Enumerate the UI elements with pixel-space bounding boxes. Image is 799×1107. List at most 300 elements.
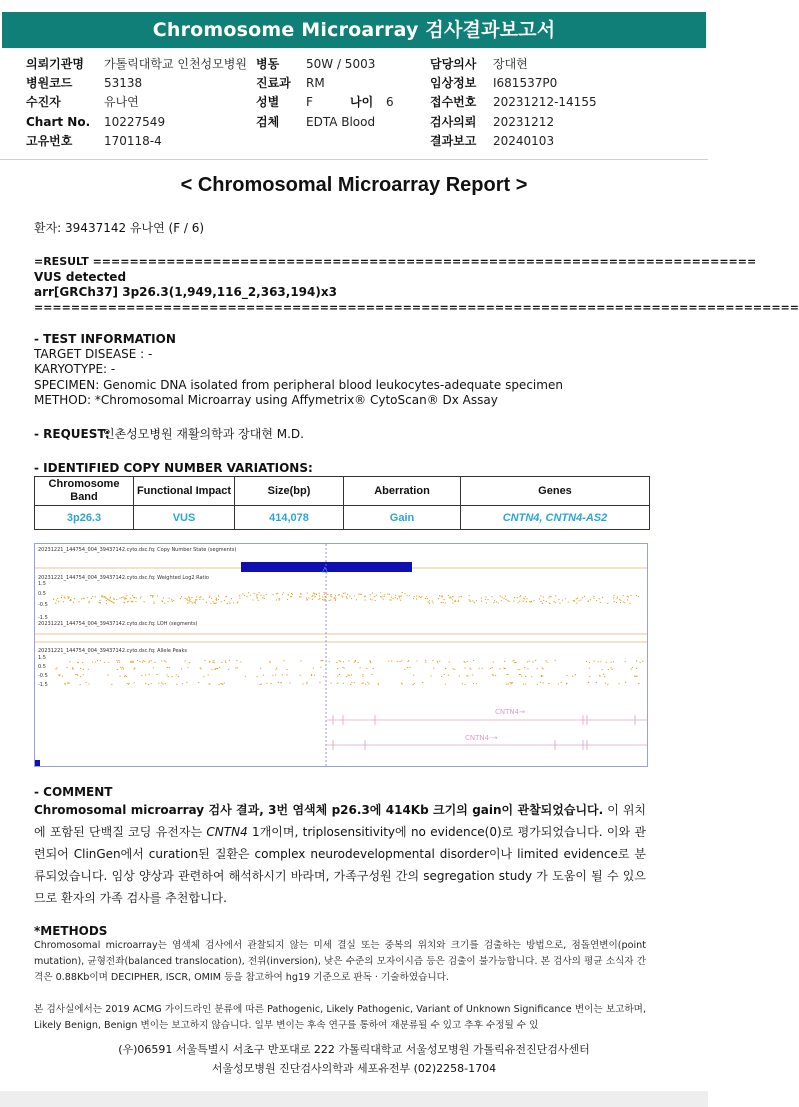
allele-probe: [222, 684, 223, 685]
log2-probe: [459, 596, 460, 597]
log2-probe: [539, 598, 540, 599]
log2-probe: [239, 595, 240, 596]
field-label-ward: 병동: [256, 57, 280, 71]
log2-probe: [292, 594, 293, 595]
log2-probe: [106, 603, 107, 604]
allele-probe: [437, 662, 438, 663]
log2-probe: [318, 599, 319, 600]
allele-probe: [186, 682, 187, 683]
allele-probe: [355, 660, 356, 661]
log2-probe: [206, 602, 207, 603]
allele-probe: [523, 684, 524, 685]
log2-probe: [469, 599, 470, 600]
allele-probe: [510, 682, 511, 683]
log2-probe: [225, 596, 226, 597]
allele-probe: [77, 675, 78, 676]
log2-probe: [164, 603, 165, 604]
log2-probe: [374, 596, 375, 597]
log2-probe: [266, 594, 267, 595]
log2-probe: [400, 600, 401, 601]
allele-probe: [598, 661, 599, 662]
log2-probe: [257, 598, 258, 599]
col-chromosome-band: Chromosome Band: [35, 477, 134, 506]
log2-probe: [428, 602, 429, 603]
allele-probe: [448, 675, 449, 676]
allele-probe: [211, 669, 212, 670]
log2-probe: [254, 593, 255, 594]
segment-marker: △: [321, 565, 329, 574]
allele-probe: [107, 675, 108, 676]
allele-probe: [116, 660, 117, 661]
log2-probe: [73, 602, 74, 603]
allele-probe: [636, 660, 637, 661]
allele-probe: [221, 662, 222, 663]
allele-probe: [566, 675, 567, 676]
allele-probe: [397, 661, 398, 662]
log2-probe: [276, 593, 277, 594]
log2-probe: [322, 596, 323, 597]
log2-probe: [91, 598, 92, 599]
cnv-table-header: [35, 477, 650, 506]
log2-probe: [562, 600, 563, 601]
comment-gene: CNTN4: [206, 825, 248, 839]
log2-probe: [168, 601, 169, 602]
log2-probe: [124, 598, 125, 599]
log2-probe: [485, 596, 486, 597]
allele-probe: [625, 661, 626, 662]
allele-probe: [524, 667, 525, 668]
log2-probe: [370, 599, 371, 600]
allele-probe: [608, 669, 609, 670]
result-iscn: arr[GRCh37] 3p26.3(1,949,116_2,363,194)x3: [34, 285, 337, 299]
allele-probe: [88, 669, 89, 670]
log2-probe: [191, 597, 192, 598]
allele-probe: [120, 667, 121, 668]
log2-probe: [87, 597, 88, 598]
col-functional-impact: Functional Impact: [134, 477, 235, 506]
allele-probe: [172, 676, 173, 677]
log2-probe: [549, 596, 550, 597]
log2-probe: [250, 595, 251, 596]
log2-probe: [330, 596, 331, 597]
log2-probe: [56, 600, 57, 601]
log2-probe: [326, 593, 327, 594]
log2-probe: [496, 601, 497, 602]
log2-probe: [256, 595, 257, 596]
log2-probe: [169, 598, 170, 599]
allele-probe: [520, 674, 521, 675]
allele-probe: [445, 684, 446, 685]
log2-probe: [213, 603, 214, 604]
allele-probe: [272, 675, 273, 676]
allele-probe: [432, 660, 433, 661]
allele-probe: [370, 662, 371, 663]
track-label-loh: 20231221_144754_004_39437142.cyto.dsc.fq: LOH (segments): [38, 621, 198, 627]
log2-probe: [257, 594, 258, 595]
allele-probe: [347, 674, 348, 675]
log2-probe: [543, 596, 544, 597]
corner-marker: [35, 760, 40, 766]
allele-probe: [535, 660, 536, 661]
allele-probe: [83, 669, 84, 670]
log2-probe: [525, 596, 526, 597]
allele-probe: [470, 669, 471, 670]
allele-probe: [465, 662, 466, 663]
log2-probe: [445, 602, 446, 603]
log2-probe: [599, 598, 600, 599]
allele-probe: [476, 683, 477, 684]
allele-probe: [108, 662, 109, 663]
log2-probe: [517, 597, 518, 598]
allele-probe: [638, 683, 639, 684]
allele-probe: [636, 668, 637, 669]
allele-probe: [600, 661, 601, 662]
log2-probe: [112, 601, 113, 602]
allele-probe: [185, 660, 186, 661]
allele-probe: [632, 667, 633, 668]
log2-probe: [502, 597, 503, 598]
allele-probe: [351, 682, 352, 683]
allele-probe: [129, 683, 130, 684]
log2-probe: [616, 602, 617, 603]
log2-probe: [101, 596, 102, 597]
allele-probe: [167, 667, 168, 668]
log2-probe: [162, 601, 163, 602]
log2-probe: [501, 600, 502, 601]
log2-probe: [458, 600, 459, 601]
allele-probe: [125, 675, 126, 676]
log2-probe: [345, 592, 346, 593]
allele-probe: [286, 675, 287, 676]
log2-probe: [325, 596, 326, 597]
log2-probe: [370, 594, 371, 595]
log2-probe: [494, 600, 495, 601]
allele-probe: [118, 660, 119, 661]
log2-probe: [613, 597, 614, 598]
log2-probe: [211, 598, 212, 599]
log2-probe: [282, 594, 283, 595]
log2-probe: [551, 596, 552, 597]
log2-probe: [287, 599, 288, 600]
log2-probe: [558, 599, 559, 600]
log2-probe: [144, 601, 145, 602]
allele-probe: [212, 662, 213, 663]
allele-probe: [493, 675, 494, 676]
allele-probe: [589, 676, 590, 677]
log2-probe: [542, 603, 543, 604]
log2-probe: [365, 600, 366, 601]
log2-probe: [248, 592, 249, 593]
allele-probe: [145, 675, 146, 676]
log2-probe: [53, 599, 54, 600]
allele-probe: [143, 660, 144, 661]
log2-probe: [540, 601, 541, 602]
log2-probe: [229, 603, 230, 604]
allele-probe: [369, 660, 370, 661]
log2-probe: [324, 594, 325, 595]
log2-probe: [623, 595, 624, 596]
allele-probe: [209, 661, 210, 662]
log2-probe: [181, 596, 182, 597]
allele-probe: [225, 662, 226, 663]
log2-probe: [150, 595, 151, 596]
allele-tick: 0.5: [38, 664, 46, 670]
log2-probe: [81, 598, 82, 599]
allele-probe: [378, 684, 379, 685]
log2-probe: [194, 602, 195, 603]
log2-probe: [55, 603, 56, 604]
log2-probe: [617, 597, 618, 598]
result-footer: ===================================================================================: [34, 301, 799, 314]
allele-probe: [517, 669, 518, 670]
log2-probe: [95, 596, 96, 597]
log2-probe: [237, 602, 238, 603]
log2-probe: [231, 598, 232, 599]
cell-genes: CNTN4, CNTN4-AS2: [461, 506, 650, 530]
methods-heading: *METHODS: [34, 924, 108, 938]
log2-probe: [106, 600, 107, 601]
allele-probe: [611, 662, 612, 663]
log2-probe: [389, 594, 390, 595]
log2-probe: [99, 600, 100, 601]
allele-probe: [189, 662, 190, 663]
log2-probe: [614, 595, 615, 596]
field-label-department: 진료과: [256, 76, 291, 90]
allele-probe: [283, 660, 284, 661]
log2-probe: [620, 602, 621, 603]
allele-probe: [490, 668, 491, 669]
allele-probe: [452, 668, 453, 669]
log2-probe: [351, 598, 352, 599]
allele-probe: [365, 684, 366, 685]
allele-probe: [214, 662, 215, 663]
allele-probe: [589, 662, 590, 663]
gene-label-cntn4: CNTN4→: [495, 708, 525, 716]
allele-probe: [82, 662, 83, 663]
allele-probe: [431, 675, 432, 676]
allele-probe: [176, 684, 177, 685]
log2-probe: [460, 596, 461, 597]
allele-probe: [123, 668, 124, 669]
allele-probe: [561, 682, 562, 683]
field-value-age: 6: [386, 95, 394, 109]
log2-probe: [526, 601, 527, 602]
log2-probe: [131, 601, 132, 602]
allele-probe: [586, 661, 587, 662]
log2-probe: [279, 598, 280, 599]
allele-probe: [142, 662, 143, 663]
log2-axis: [38, 581, 48, 621]
log2-probe: [488, 599, 489, 600]
allele-probe: [401, 683, 402, 684]
log2-probe: [356, 599, 357, 600]
allele-probe: [89, 683, 90, 684]
allele-probe: [269, 662, 270, 663]
allele-probe: [348, 660, 349, 661]
allele-probe: [236, 660, 237, 661]
log2-probe: [520, 595, 521, 596]
log2-probe: [68, 598, 69, 599]
allele-probe: [164, 660, 165, 661]
log2-probe: [173, 600, 174, 601]
log2-probe: [401, 595, 402, 596]
log2-probe: [331, 596, 332, 597]
allele-probe: [168, 676, 169, 677]
allele-probe: [464, 661, 465, 662]
log2-probe: [574, 600, 575, 601]
allele-probe: [260, 668, 261, 669]
log2-tick: -1.5: [38, 615, 48, 621]
log2-probe: [391, 600, 392, 601]
log2-probe: [192, 602, 193, 603]
field-label-accession-no: 접수번호: [430, 95, 477, 109]
log2-probe: [523, 601, 524, 602]
allele-probe: [281, 682, 282, 683]
log2-probe: [216, 599, 217, 600]
field-label-clinical-info: 임상정보: [430, 76, 477, 90]
allele-probe: [260, 684, 261, 685]
log2-probe: [361, 594, 362, 595]
allele-probe: [350, 684, 351, 685]
log2-probe: [307, 593, 308, 594]
allele-probe: [127, 683, 128, 684]
allele-probe: [165, 683, 166, 684]
footer-address: (우)06591 서울특별시 서초구 반포대로 222 가톨릭대학교 서울성모병원 가톨릭유전진단검사센터: [118, 1043, 590, 1056]
allele-probe: [149, 674, 150, 675]
allele-probe: [547, 662, 548, 663]
log2-probe: [140, 598, 141, 599]
log2-probe: [420, 597, 421, 598]
log2-probe: [124, 602, 125, 603]
comment-body: [34, 799, 646, 909]
field-value-sex: F: [306, 95, 313, 109]
log2-probe: [381, 597, 382, 598]
log2-probe: [413, 598, 414, 599]
log2-probe: [203, 599, 204, 600]
allele-probe: [472, 674, 473, 675]
allele-probe: [339, 660, 340, 661]
log2-probe: [620, 600, 621, 601]
allele-probe: [237, 667, 238, 668]
col-size: Size(bp): [235, 477, 344, 506]
log2-probe: [631, 595, 632, 596]
log2-probe: [518, 602, 519, 603]
log2-probe: [153, 601, 154, 602]
log2-probe: [429, 600, 430, 601]
log2-probe: [505, 596, 506, 597]
allele-probe: [492, 667, 493, 668]
allele-probe: [311, 674, 312, 675]
log2-probe: [630, 603, 631, 604]
field-value-report-date: 20240103: [493, 134, 555, 148]
log2-probe: [100, 602, 101, 603]
log2-probe: [200, 596, 201, 597]
log2-probe: [627, 596, 628, 597]
log2-probe: [99, 602, 100, 603]
allele-probe: [137, 660, 138, 661]
allele-probe: [606, 662, 607, 663]
allele-probe: [165, 661, 166, 662]
allele-probe: [558, 684, 559, 685]
log2-probe: [116, 599, 117, 600]
log2-probe: [70, 600, 71, 601]
log2-probe: [130, 598, 131, 599]
allele-probe: [126, 676, 127, 677]
allele-probe: [219, 667, 220, 668]
cnv-heading: - IDENTIFIED COPY NUMBER VARIATIONS:: [34, 461, 313, 475]
log2-probe: [507, 600, 508, 601]
allele-probe: [532, 662, 533, 663]
allele-probe: [631, 669, 632, 670]
allele-probe: [362, 683, 363, 684]
log2-probe: [64, 597, 65, 598]
allele-probe: [542, 676, 543, 677]
log2-probe: [210, 603, 211, 604]
comment-p1: 이 위치에 포함된 단백질 코딩 유전자는: [34, 803, 647, 839]
log2-probe: [391, 597, 392, 598]
log2-probe: [380, 596, 381, 597]
log2-probe: [306, 599, 307, 600]
allele-probe: [602, 669, 603, 670]
log2-probe: [358, 594, 359, 595]
log2-probe: [426, 596, 427, 597]
allele-probe: [302, 684, 303, 685]
log2-probe: [329, 600, 330, 601]
allele-probe: [467, 661, 468, 662]
allele-probe: [439, 661, 440, 662]
log2-probe: [409, 595, 410, 596]
allele-probe: [221, 683, 222, 684]
allele-probe: [588, 682, 589, 683]
allele-probe: [104, 662, 105, 663]
allele-probe: [306, 683, 307, 684]
log2-probe: [83, 598, 84, 599]
allele-probe: [219, 684, 220, 685]
log2-probe: [319, 593, 320, 594]
field-value-hospital-code: 53138: [104, 76, 143, 90]
allele-probe: [449, 661, 450, 662]
allele-probe: [422, 682, 423, 683]
log2-probe: [196, 596, 197, 597]
log2-probe: [120, 598, 121, 599]
field-value-accession-no: 20231212-14155: [493, 95, 597, 109]
allele-probe: [594, 661, 595, 662]
log2-probe: [452, 602, 453, 603]
log2-probe: [141, 596, 142, 597]
allele-probe: [314, 675, 315, 676]
allele-probe: [257, 676, 258, 677]
log2-probe: [110, 598, 111, 599]
log2-probe: [432, 601, 433, 602]
log2-probe: [335, 595, 336, 596]
log2-probe: [397, 598, 398, 599]
log2-probe: [152, 597, 153, 598]
allele-probe: [278, 682, 279, 683]
log2-probe: [524, 598, 525, 599]
log2-probe: [399, 597, 400, 598]
allele-probe: [599, 676, 600, 677]
log2-probe: [261, 595, 262, 596]
field-label-sex: 성별: [256, 95, 280, 109]
log2-probe: [549, 603, 550, 604]
allele-probe: [473, 660, 474, 661]
allele-probe: [555, 660, 556, 661]
allele-probe: [413, 675, 414, 676]
bottom-bar: [0, 1091, 708, 1107]
log2-probe: [126, 598, 127, 599]
allele-probe: [543, 682, 544, 683]
log2-probe: [474, 602, 475, 603]
